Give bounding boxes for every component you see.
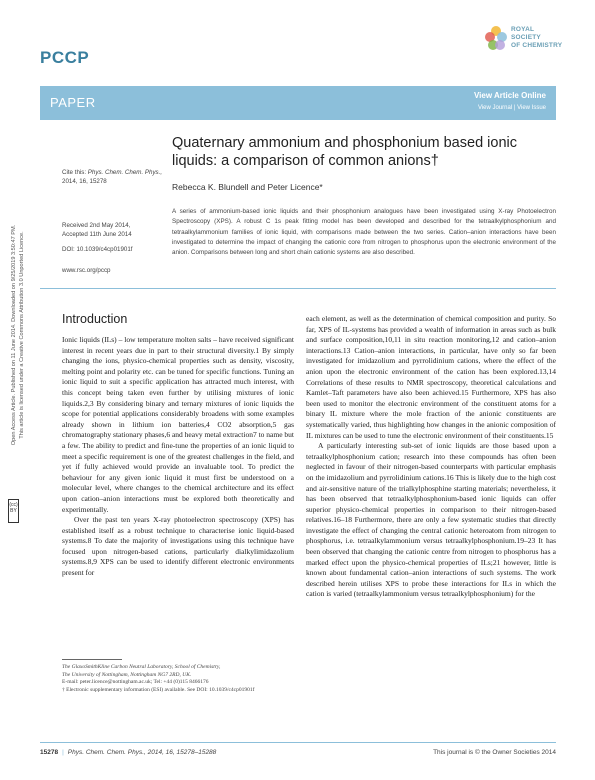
logo-text-line-2: OF CHEMISTRY bbox=[511, 42, 563, 49]
journal-website[interactable]: www.rsc.org/pccp bbox=[62, 267, 111, 274]
article-type-banner bbox=[40, 86, 556, 120]
journal-name: PCCP bbox=[40, 48, 90, 67]
paragraph: Ionic liquids (ILs) – low temperature molten salts – have received significant interest in recent years due in part to their structural diversity.1 By simply changing the ions, physico-chemical properties such as density, viscosity, melting point and polarity etc. can be tuned for specific functions. Tuning an ionic liquid to suit a specific application has attracted much interest, with this concept being taken even further by utilising mixtures of ionic liquids.2,3 By considering binary and ternary mixtures of ionic liquids the scope for potential applications considerably broadens with some examples already shown in lithium ion batteries,4 CO2 absorption,5 gas chromatography stationary phases,6 and heavy metal extraction7 to name but a few. The ability to predict and fine-tune the properties of an ionic liquid to meet a specific requirement is one of the greatest challenges in the field, and yet if fully achieved would provide an invaluable tool. To predict the behaviour for any given ionic liquid it must first be understood on a molecular level, where changes to the chemical architecture and its effect upon cation–anion interactions must be explored both theoretically and experimentally. bbox=[62, 335, 295, 514]
view-issue-link[interactable]: View Issue bbox=[517, 105, 546, 111]
affiliation-line-2: The University of Nottingham, Nottingham NG7 2RD, UK. bbox=[62, 671, 192, 678]
accepted-date: Accepted 11th June 2014 bbox=[62, 231, 132, 238]
cc-badge-label: (cc) BY bbox=[9, 502, 18, 514]
creative-commons-badge[interactable] bbox=[8, 499, 19, 523]
footer-citation: Phys. Chem. Chem. Phys., 2014, 16, 15278–15288 bbox=[67, 749, 217, 756]
abstract: A series of ammonium-based ionic liquids and their phosphonium analogues have been investigated using X-ray Photoelectron Spectroscopy (XPS). A robust C 1s peak fitting model has been developed and described for the tetraalkylphosphonium and tetraalkylammonium families of ionic liquid, with comparisons made between the two series. Cation–anion interactions have been investigated to determine the impact of changing the cationic core from nitrogen to phosphorus upon the electronic environment of the anion. Comparisons between long and short chain cationic systems are also described. bbox=[172, 208, 556, 257]
view-journal-issue-links: View Journal | View Issue bbox=[477, 105, 546, 111]
footnotes bbox=[62, 664, 294, 694]
footnote-divider bbox=[62, 659, 122, 660]
introduction-heading: Introduction bbox=[62, 312, 128, 326]
cite-this-label: Cite this: bbox=[62, 169, 88, 176]
abstract-divider bbox=[40, 288, 556, 289]
body-column-left bbox=[62, 335, 294, 579]
contact-info[interactable]: E-mail: peter.licence@nottingham.ac.uk; Tel: +44 (0)115 8466176 bbox=[62, 679, 209, 686]
paragraph: A particularly interesting sub-set of ionic liquids are those based upon a tetraalkylphosphonium cation; research into these compounds has often been neglected in favour of their nitrogen-based counterparts with particular emphasis on the imidazolium and pyrrolidinium cations.16 This is likely due to the high cost and air-sensitive nature of the trialkylphosphine starting materials; nevertheless, it has been observed that tetraalkylphosphonium-based ionic liquids can offer superior physico-chemical properties in comparison to their nitrogen-based relatives.16–18 Furthermore, there are only a few systematic studies that directly investigate the effect of changing the central cationic heteroatom from nitrogen to phosphorus, i.e. tetraalkylammonium versus tetraalkylphosphonium.19–23 It has been observed that changing the cationic centre from nitrogen to phosphorus has a marked effect upon the physico-chemical properties of ILs;21 however, little is known about fundamental cation–anion interactions of such systems. The work described herein utilises XPS to probe these interactions for ILs in which the cation is varied (tetraalkylammonium versus tetraalkylphosphonium) for the bbox=[306, 441, 556, 599]
footer-copyright: This journal is © the Owner Societies 2014 bbox=[433, 749, 556, 756]
cite-year-volume: 2014, 16, 15278 bbox=[62, 178, 107, 185]
view-journal-link[interactable]: View Journal bbox=[477, 105, 513, 111]
licence-line[interactable]: This article is licensed under a Creative Commons Attribution 3.0 Unported Licence. bbox=[19, 231, 25, 439]
open-access-note bbox=[4, 140, 32, 530]
article-type-label: PAPER bbox=[50, 95, 96, 110]
affiliation-line-1: The GlaxoSmithKline Carbon Neutral Laboratory, School of Chemistry, bbox=[62, 664, 221, 670]
esi-note[interactable]: † Electronic supplementary information (ESI) available. See DOI: 10.1039/c4cp01901f bbox=[62, 686, 255, 693]
footer-divider bbox=[40, 742, 556, 743]
article-authors: Rebecca K. Blundell and Peter Licence* bbox=[172, 182, 323, 192]
page-number: 15278 bbox=[40, 749, 59, 756]
logo-text-line-1: ROYAL SOCIETY bbox=[511, 26, 541, 41]
footer-separator: | bbox=[62, 749, 64, 756]
cite-journal: Phys. Chem. Chem. Phys., bbox=[87, 169, 163, 176]
page-footer bbox=[40, 749, 556, 756]
view-article-online-link[interactable]: View Article Online bbox=[473, 91, 546, 100]
doi[interactable]: DOI: 10.1039/c4cp01901f bbox=[62, 246, 133, 253]
paragraph: each element, as well as the determination of chemical composition and purity. So far, XPS of IL-systems has provided a wealth of information in areas such as bulk and surface composition,10,11 in situ reaction monitoring,12 and cation–anion interactions.13 Cation–anion interactions, in particular, have only so far been investigated for imidazolium and pyrrolidinium cations, where the effect of the anion upon the electronic environment of the cation has been explored.13,14 Correlations of these results to NMR spectroscopy, theoretical calculations and Kamlet–Taft parameters have also been achieved.15 Furthermore, XPS has also been used to monitor the electronic environment of the constituent atoms for a binary IL mixture where the mole fraction of the anionic constituents are systematically varied, thus highlighting how changes in the anionic composition of IL mixtures can be used to tune the electronic environment of their constituents.15 bbox=[306, 314, 556, 440]
body-column-right bbox=[306, 314, 556, 600]
rsc-emblem-icon bbox=[483, 24, 509, 54]
paragraph: Over the past ten years X-ray photoelectron spectroscopy (XPS) has established itself as a robust technique to characterise ionic liquid-based systems.8 To date the majority of investigations using this technique have focused upon nitrogen-based cations, particularly dialkylimidazolium systems.8,9 XPS can be used to identify different electronic environments present for bbox=[62, 515, 294, 578]
open-access-line: Open Access Article. Published on 11 June 2014. Downloaded on 9/25/2019 3:50:47 PM. bbox=[11, 224, 17, 446]
publisher-logo[interactable] bbox=[483, 22, 563, 58]
article-title: Quaternary ammonium and phosphonium based ionic liquids: a comparison of common anions† bbox=[172, 135, 517, 169]
received-date: Received 2nd May 2014, bbox=[62, 222, 131, 229]
cite-this bbox=[62, 168, 162, 186]
